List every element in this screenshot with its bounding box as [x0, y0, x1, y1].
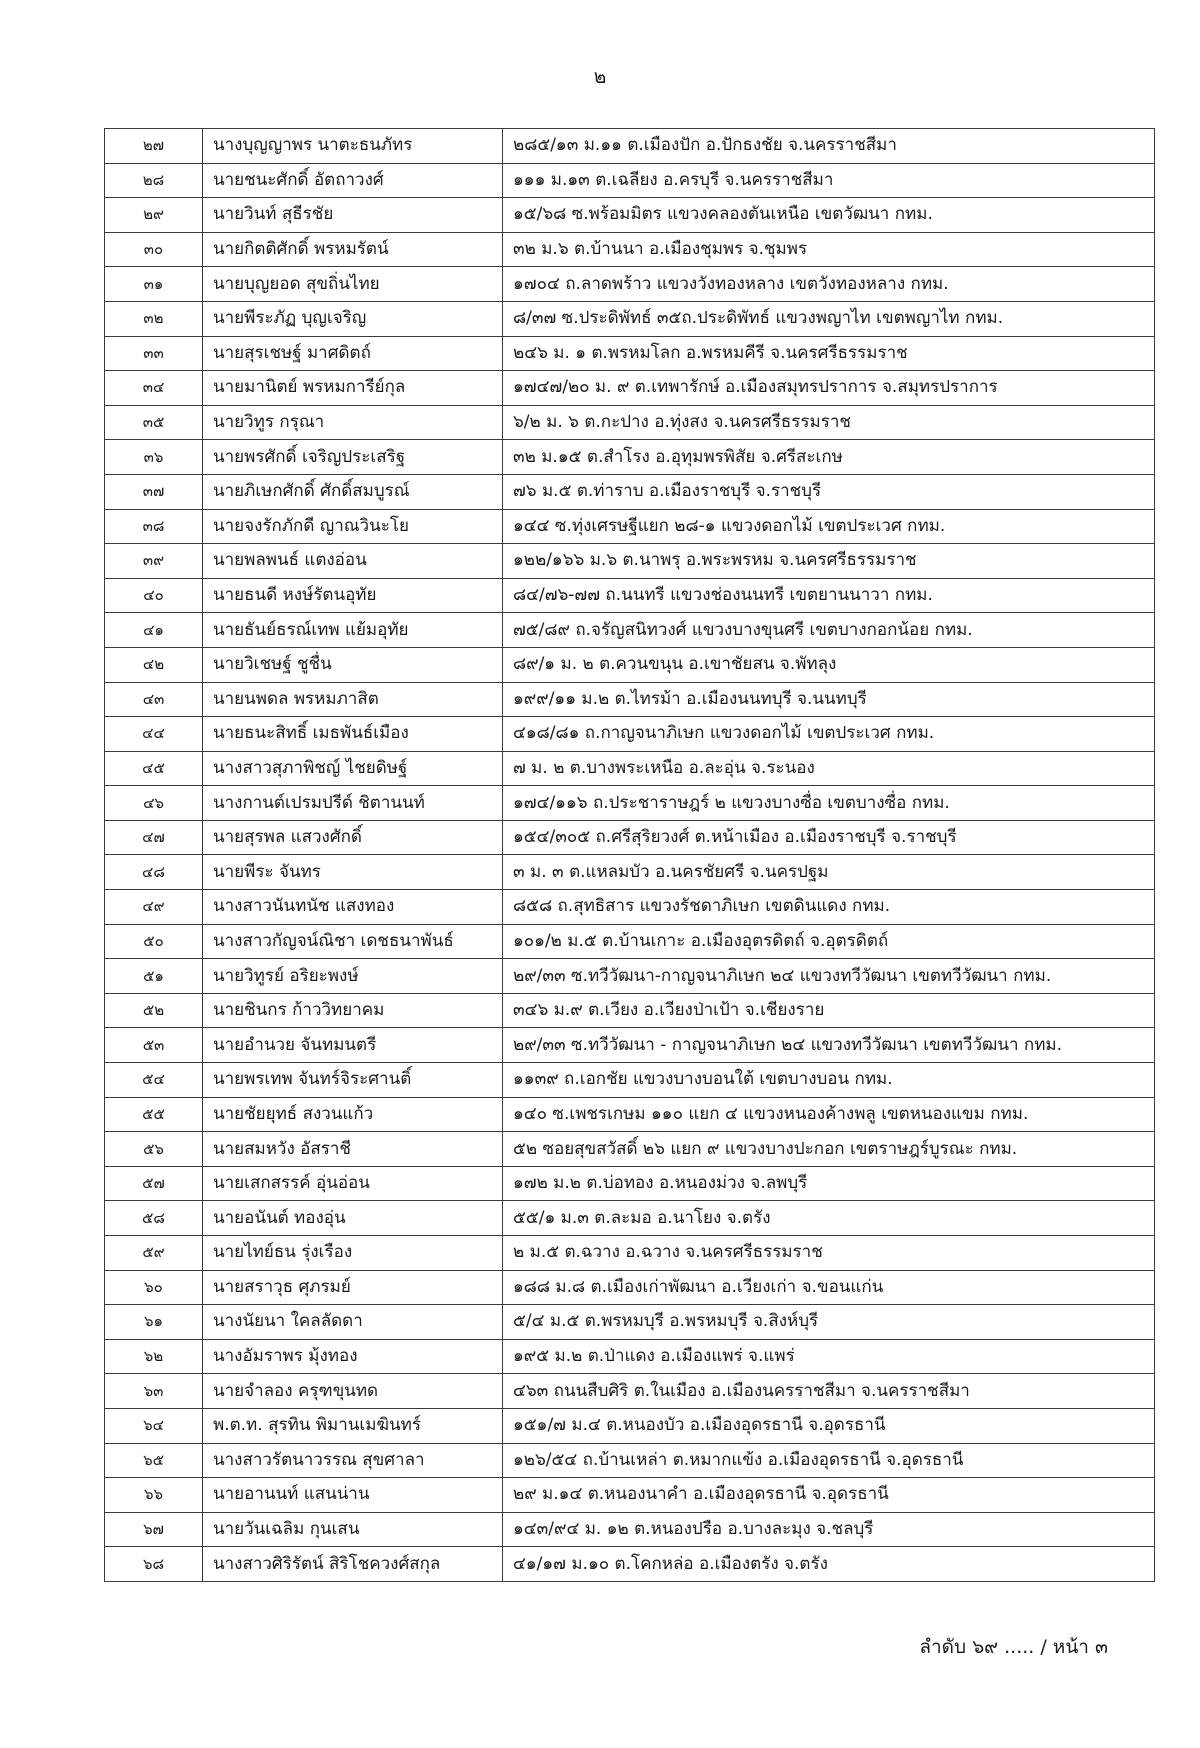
- row-number: ๕๕: [105, 1097, 203, 1132]
- row-number: ๖๕: [105, 1443, 203, 1478]
- address: ๒ ม.๕ ต.ฉวาง อ.ฉวาง จ.นครศรีธรรมราช: [503, 1236, 1155, 1271]
- address: ๗๕/๘๙ ถ.จรัญสนิทวงศ์ แขวงบางขุนศรี เขตบางกอกน้อย กทม.: [503, 613, 1155, 648]
- row-number: ๓๑: [105, 267, 203, 302]
- table-row: [105, 959, 1155, 994]
- row-number: ๓๔: [105, 371, 203, 406]
- table-row: [105, 1478, 1155, 1513]
- person-name: นายพลพนธ์ แตงอ่อน: [203, 544, 503, 579]
- table-row: [105, 855, 1155, 890]
- row-number: ๕๐: [105, 924, 203, 959]
- address: ๒๔๖ ม. ๑ ต.พรหมโลก อ.พรหมคีรี จ.นครศรีธรรมราช: [503, 336, 1155, 371]
- table-row: [105, 509, 1155, 544]
- table-row: [105, 751, 1155, 786]
- row-number: ๔๙: [105, 890, 203, 925]
- address: ๑๑๓๙ ถ.เอกชัย แขวงบางบอนใต้ เขตบางบอน กทม.: [503, 1063, 1155, 1098]
- address: ๑๕๑/๗ ม.๔ ต.หนองบัว อ.เมืองอุดรธานี จ.อุดรธานี: [503, 1408, 1155, 1443]
- person-name: นางบุญญาพร นาตะธนภัทร: [203, 129, 503, 164]
- person-name: นายกิตติศักดิ์ พรหมรัตน์: [203, 232, 503, 267]
- table-row: [105, 820, 1155, 855]
- address: ๑๒๒/๑๖๖ ม.๖ ต.นาพรุ อ.พระพรหม จ.นครศรีธรรมราช: [503, 544, 1155, 579]
- person-name: นายชนะศักดิ์ อัตถาวงศ์: [203, 163, 503, 198]
- row-number: ๔๗: [105, 820, 203, 855]
- row-number: ๓๖: [105, 440, 203, 475]
- table-row: [105, 1305, 1155, 1340]
- row-number: ๓๘: [105, 509, 203, 544]
- address: ๑๗๔/๑๑๖ ถ.ประชาราษฎร์ ๒ แขวงบางซื่อ เขตบางซื่อ กทม.: [503, 786, 1155, 821]
- address: ๔๑๘/๘๑ ถ.กาญจนาภิเษก แขวงดอกไม้ เขตประเวศ กทม.: [503, 717, 1155, 752]
- row-number: ๒๙: [105, 198, 203, 233]
- table-row: [105, 613, 1155, 648]
- table-row: [105, 1339, 1155, 1374]
- person-name: นายนพดล พรหมภาสิต: [203, 682, 503, 717]
- row-number: ๔๐: [105, 578, 203, 613]
- table-row: [105, 544, 1155, 579]
- page-number: ๒: [593, 66, 607, 88]
- person-name: นางกานต์เปรมปรีด์ ชิตานนท์: [203, 786, 503, 821]
- table-row: [105, 1201, 1155, 1236]
- row-number: ๕๗: [105, 1166, 203, 1201]
- person-name: นางนัยนา ใคลลัดดา: [203, 1305, 503, 1340]
- row-number: ๓๙: [105, 544, 203, 579]
- table-row: [105, 198, 1155, 233]
- address: ๑๘๘ ม.๘ ต.เมืองเก่าพัฒนา อ.เวียงเก่า จ.ขอนแก่น: [503, 1270, 1155, 1305]
- row-number: ๒๗: [105, 129, 203, 164]
- address: ๘/๓๗ ซ.ประดิพัทธ์ ๓๕ถ.ประดิพัทธ์ แขวงพญาไท เขตพญาไท กทม.: [503, 301, 1155, 336]
- person-name: นางสาวนันทนัช แสงทอง: [203, 890, 503, 925]
- address: ๑๕/๖๘ ซ.พร้อมมิตร แขวงคลองตันเหนือ เขตวัฒนา กทม.: [503, 198, 1155, 233]
- address: ๑๑๑ ม.๑๓ ต.เฉลียง อ.ครบุรี จ.นครราชสีมา: [503, 163, 1155, 198]
- address: ๑๙๙/๑๑ ม.๒ ต.ไทรม้า อ.เมืองนนทบุรี จ.นนทบุรี: [503, 682, 1155, 717]
- row-number: ๓๕: [105, 405, 203, 440]
- person-name: นายพีระภัฏ บุญเจริญ: [203, 301, 503, 336]
- person-name: นายจงรักภักดี ญาณวินะโย: [203, 509, 503, 544]
- person-name: นายจำลอง ครุฑขุนทด: [203, 1374, 503, 1409]
- person-name: นายไทย์ธน รุ่งเรือง: [203, 1236, 503, 1271]
- table-row: [105, 267, 1155, 302]
- address: ๑๗๐๔ ถ.ลาดพร้าว แขวงวังทองหลาง เขตวังทองหลาง กทม.: [503, 267, 1155, 302]
- address: ๓๒ ม.๖ ต.บ้านนา อ.เมืองชุมพร จ.ชุมพร: [503, 232, 1155, 267]
- person-name: นายอำนวย จันทมนตรี: [203, 1028, 503, 1063]
- table-row: [105, 1270, 1155, 1305]
- person-name: นายพีระ จันทร: [203, 855, 503, 890]
- row-number: ๕๒: [105, 993, 203, 1028]
- person-name: นายสมหวัง อัสราชี: [203, 1132, 503, 1167]
- row-number: ๔๔: [105, 717, 203, 752]
- row-number: ๒๘: [105, 163, 203, 198]
- address: ๔๖๓ ถนนสืบศิริ ต.ในเมือง อ.เมืองนครราชสีมา จ.นครราชสีมา: [503, 1374, 1155, 1409]
- row-number: ๓๐: [105, 232, 203, 267]
- person-name: นายชัยยุทธ์ สงวนแก้ว: [203, 1097, 503, 1132]
- address: ๑๔๓/๙๔ ม. ๑๒ ต.หนองปรือ อ.บางละมุง จ.ชลบุรี: [503, 1512, 1155, 1547]
- address: ๑๔๔ ซ.ทุ่งเศรษฐีแยก ๒๘-๑ แขวงดอกไม้ เขตประเวศ กทม.: [503, 509, 1155, 544]
- row-number: ๓๓: [105, 336, 203, 371]
- address: ๘๕๘ ถ.สุทธิสาร แขวงรัชดาภิเษก เขตดินแดง กทม.: [503, 890, 1155, 925]
- person-name: นายบุญยอด สุขถิ่นไทย: [203, 267, 503, 302]
- table-row: [105, 890, 1155, 925]
- table-row: [105, 924, 1155, 959]
- address: ๘๙/๑ ม. ๒ ต.ควนขนุน อ.เขาชัยสน จ.พัทลุง: [503, 647, 1155, 682]
- person-name: นายสุรพล แสวงศักดิ์: [203, 820, 503, 855]
- person-name: นายสุรเชษฐ์ มาศดิตถ์: [203, 336, 503, 371]
- person-name: นางอัมราพร มุ้งทอง: [203, 1339, 503, 1374]
- table-row: [105, 1028, 1155, 1063]
- person-name: นายพรเทพ จันทร์จิระศานติ์: [203, 1063, 503, 1098]
- person-name: นายอานนท์ แสนน่าน: [203, 1478, 503, 1513]
- address: ๕๕/๑ ม.๓ ต.ละมอ อ.นาโยง จ.ตรัง: [503, 1201, 1155, 1236]
- row-number: ๖๖: [105, 1478, 203, 1513]
- row-number: ๕๑: [105, 959, 203, 994]
- person-name: พ.ต.ท. สุรทิน พิมานเมฆินทร์: [203, 1408, 503, 1443]
- table-row: [105, 1374, 1155, 1409]
- row-number: ๕๘: [105, 1201, 203, 1236]
- person-name: นายเสกสรรค์ อุ่นอ่อน: [203, 1166, 503, 1201]
- row-number: ๔๘: [105, 855, 203, 890]
- address: ๑๗๔๗/๒๐ ม. ๙ ต.เทพารักษ์ อ.เมืองสมุทรปราการ จ.สมุทรปราการ: [503, 371, 1155, 406]
- table-row: [105, 301, 1155, 336]
- person-name: นายชินกร ก้าววิทยาคม: [203, 993, 503, 1028]
- address: ๖/๒ ม. ๖ ต.กะปาง อ.ทุ่งสง จ.นครศรีธรรมราช: [503, 405, 1155, 440]
- row-number: ๖๗: [105, 1512, 203, 1547]
- address: ๓๔๖ ม.๙ ต.เวียง อ.เวียงป่าเป้า จ.เชียงราย: [503, 993, 1155, 1028]
- address: ๘๔/๗๖-๗๗ ถ.นนทรี แขวงช่องนนทรี เขตยานนาวา กทม.: [503, 578, 1155, 613]
- address: ๒๙/๓๓ ซ.ทวีวัฒนา-กาญจนาภิเษก ๒๔ แขวงทวีวัฒนา เขตทวีวัฒนา กทม.: [503, 959, 1155, 994]
- row-number: ๔๒: [105, 647, 203, 682]
- table-row: [105, 129, 1155, 164]
- table-row: [105, 371, 1155, 406]
- person-name: นายวิทูร กรุณา: [203, 405, 503, 440]
- person-name: นายวันเฉลิม กุนเสน: [203, 1512, 503, 1547]
- person-name: นางสาวรัตนาวรรณ สุขศาลา: [203, 1443, 503, 1478]
- address: ๔๑/๑๗ ม.๑๐ ต.โคกหล่อ อ.เมืองตรัง จ.ตรัง: [503, 1547, 1155, 1582]
- table-row: [105, 647, 1155, 682]
- table-row: [105, 1166, 1155, 1201]
- row-number: ๔๕: [105, 751, 203, 786]
- table-row: [105, 1512, 1155, 1547]
- table-row: [105, 1547, 1155, 1582]
- address: ๕๒ ซอยสุขสวัสดิ์ ๒๖ แยก ๙ แขวงบางปะกอก เขตราษฎร์บูรณะ กทม.: [503, 1132, 1155, 1167]
- continuation-note: ลำดับ ๖๙ ..... / หน้า ๓: [919, 1636, 1108, 1658]
- row-number: ๕๓: [105, 1028, 203, 1063]
- roster-table: [104, 128, 1155, 1582]
- address: ๑๐๑/๒ ม.๕ ต.บ้านเกาะ อ.เมืองอุตรดิตถ์ จ.อุตรดิตถ์: [503, 924, 1155, 959]
- table-row: [105, 232, 1155, 267]
- table-row: [105, 1063, 1155, 1098]
- table-row: [105, 1443, 1155, 1478]
- person-name: นายวิเชษฐ์ ชูชื่น: [203, 647, 503, 682]
- person-name: นายธนะสิทธิ์ เมธพันธ์เมือง: [203, 717, 503, 752]
- row-number: ๔๖: [105, 786, 203, 821]
- person-name: นางสาวสุภาพิชญ์ ไชยดิษฐ์: [203, 751, 503, 786]
- address: ๒๘๕/๑๓ ม.๑๑ ต.เมืองปัก อ.ปักธงชัย จ.นครราชสีมา: [503, 129, 1155, 164]
- address: ๑๕๔/๓๐๕ ถ.ศรีสุริยวงศ์ ต.หน้าเมือง อ.เมืองราชบุรี จ.ราชบุรี: [503, 820, 1155, 855]
- table-row: [105, 1236, 1155, 1271]
- row-number: ๖๓: [105, 1374, 203, 1409]
- address: ๒๙ ม.๑๔ ต.หนองนาคำ อ.เมืองอุดรธานี จ.อุดรธานี: [503, 1478, 1155, 1513]
- address: ๑๗๒ ม.๒ ต.บ่อทอง อ.หนองม่วง จ.ลพบุรี: [503, 1166, 1155, 1201]
- person-name: นายอนันต์ ทองอุ่น: [203, 1201, 503, 1236]
- address: ๓๒ ม.๑๕ ต.สำโรง อ.อุทุมพรพิสัย จ.ศรีสะเกษ: [503, 440, 1155, 475]
- row-number: ๕๖: [105, 1132, 203, 1167]
- person-name: นายวิทูรย์ อริยะพงษ์: [203, 959, 503, 994]
- address: ๕/๔ ม.๕ ต.พรหมบุรี อ.พรหมบุรี จ.สิงห์บุรี: [503, 1305, 1155, 1340]
- address: ๓ ม. ๓ ต.แหลมบัว อ.นครชัยศรี จ.นครปฐม: [503, 855, 1155, 890]
- table-row: [105, 405, 1155, 440]
- row-number: ๖๑: [105, 1305, 203, 1340]
- table-row: [105, 336, 1155, 371]
- address: ๑๔๐ ซ.เพชรเกษม ๑๑๐ แยก ๔ แขวงหนองค้างพลู เขตหนองแขม กทม.: [503, 1097, 1155, 1132]
- table-row: [105, 717, 1155, 752]
- person-name: นายภิเษกศักดิ์ ศักดิ์สมบูรณ์: [203, 474, 503, 509]
- person-name: นายวินท์ สุธีรชัย: [203, 198, 503, 233]
- person-name: นายธันย์ธรณ์เทพ แย้มอุทัย: [203, 613, 503, 648]
- table-row: [105, 163, 1155, 198]
- person-name: นายสราวุธ ศุภรมย์: [203, 1270, 503, 1305]
- roster-table-body: [105, 129, 1155, 1582]
- row-number: ๓๒: [105, 301, 203, 336]
- table-row: [105, 1132, 1155, 1167]
- address: ๗๖ ม.๕ ต.ท่าราบ อ.เมืองราชบุรี จ.ราชบุรี: [503, 474, 1155, 509]
- row-number: ๖๔: [105, 1408, 203, 1443]
- row-number: ๖๒: [105, 1339, 203, 1374]
- row-number: ๕๔: [105, 1063, 203, 1098]
- address: ๑๒๖/๕๔ ถ.บ้านเหล่า ต.หมากแข้ง อ.เมืองอุดรธานี จ.อุดรธานี: [503, 1443, 1155, 1478]
- row-number: ๓๗: [105, 474, 203, 509]
- row-number: ๖๘: [105, 1547, 203, 1582]
- address: ๒๙/๓๓ ซ.ทวีวัฒนา - กาญจนาภิเษก ๒๔ แขวงทวีวัฒนา เขตทวีวัฒนา กทม.: [503, 1028, 1155, 1063]
- table-row: [105, 1408, 1155, 1443]
- person-name: นายพรศักดิ์ เจริญประเสริฐ: [203, 440, 503, 475]
- table-row: [105, 440, 1155, 475]
- row-number: ๕๙: [105, 1236, 203, 1271]
- address: ๑๙๕ ม.๒ ต.ป่าแดง อ.เมืองแพร่ จ.แพร่: [503, 1339, 1155, 1374]
- person-name: นายธนดี หงษ์รัตนอุทัย: [203, 578, 503, 613]
- person-name: นางสาวศิริรัตน์ สิริโชควงศ์สกุล: [203, 1547, 503, 1582]
- row-number: ๔๑: [105, 613, 203, 648]
- table-row: [105, 474, 1155, 509]
- table-row: [105, 1097, 1155, 1132]
- person-name: นายมานิตย์ พรหมการีย์กุล: [203, 371, 503, 406]
- person-name: นางสาวกัญจน์ณิชา เดชธนาพันธ์: [203, 924, 503, 959]
- table-row: [105, 682, 1155, 717]
- address: ๗ ม. ๒ ต.บางพระเหนือ อ.ละอุ่น จ.ระนอง: [503, 751, 1155, 786]
- row-number: ๖๐: [105, 1270, 203, 1305]
- row-number: ๔๓: [105, 682, 203, 717]
- table-row: [105, 993, 1155, 1028]
- table-row: [105, 786, 1155, 821]
- table-row: [105, 578, 1155, 613]
